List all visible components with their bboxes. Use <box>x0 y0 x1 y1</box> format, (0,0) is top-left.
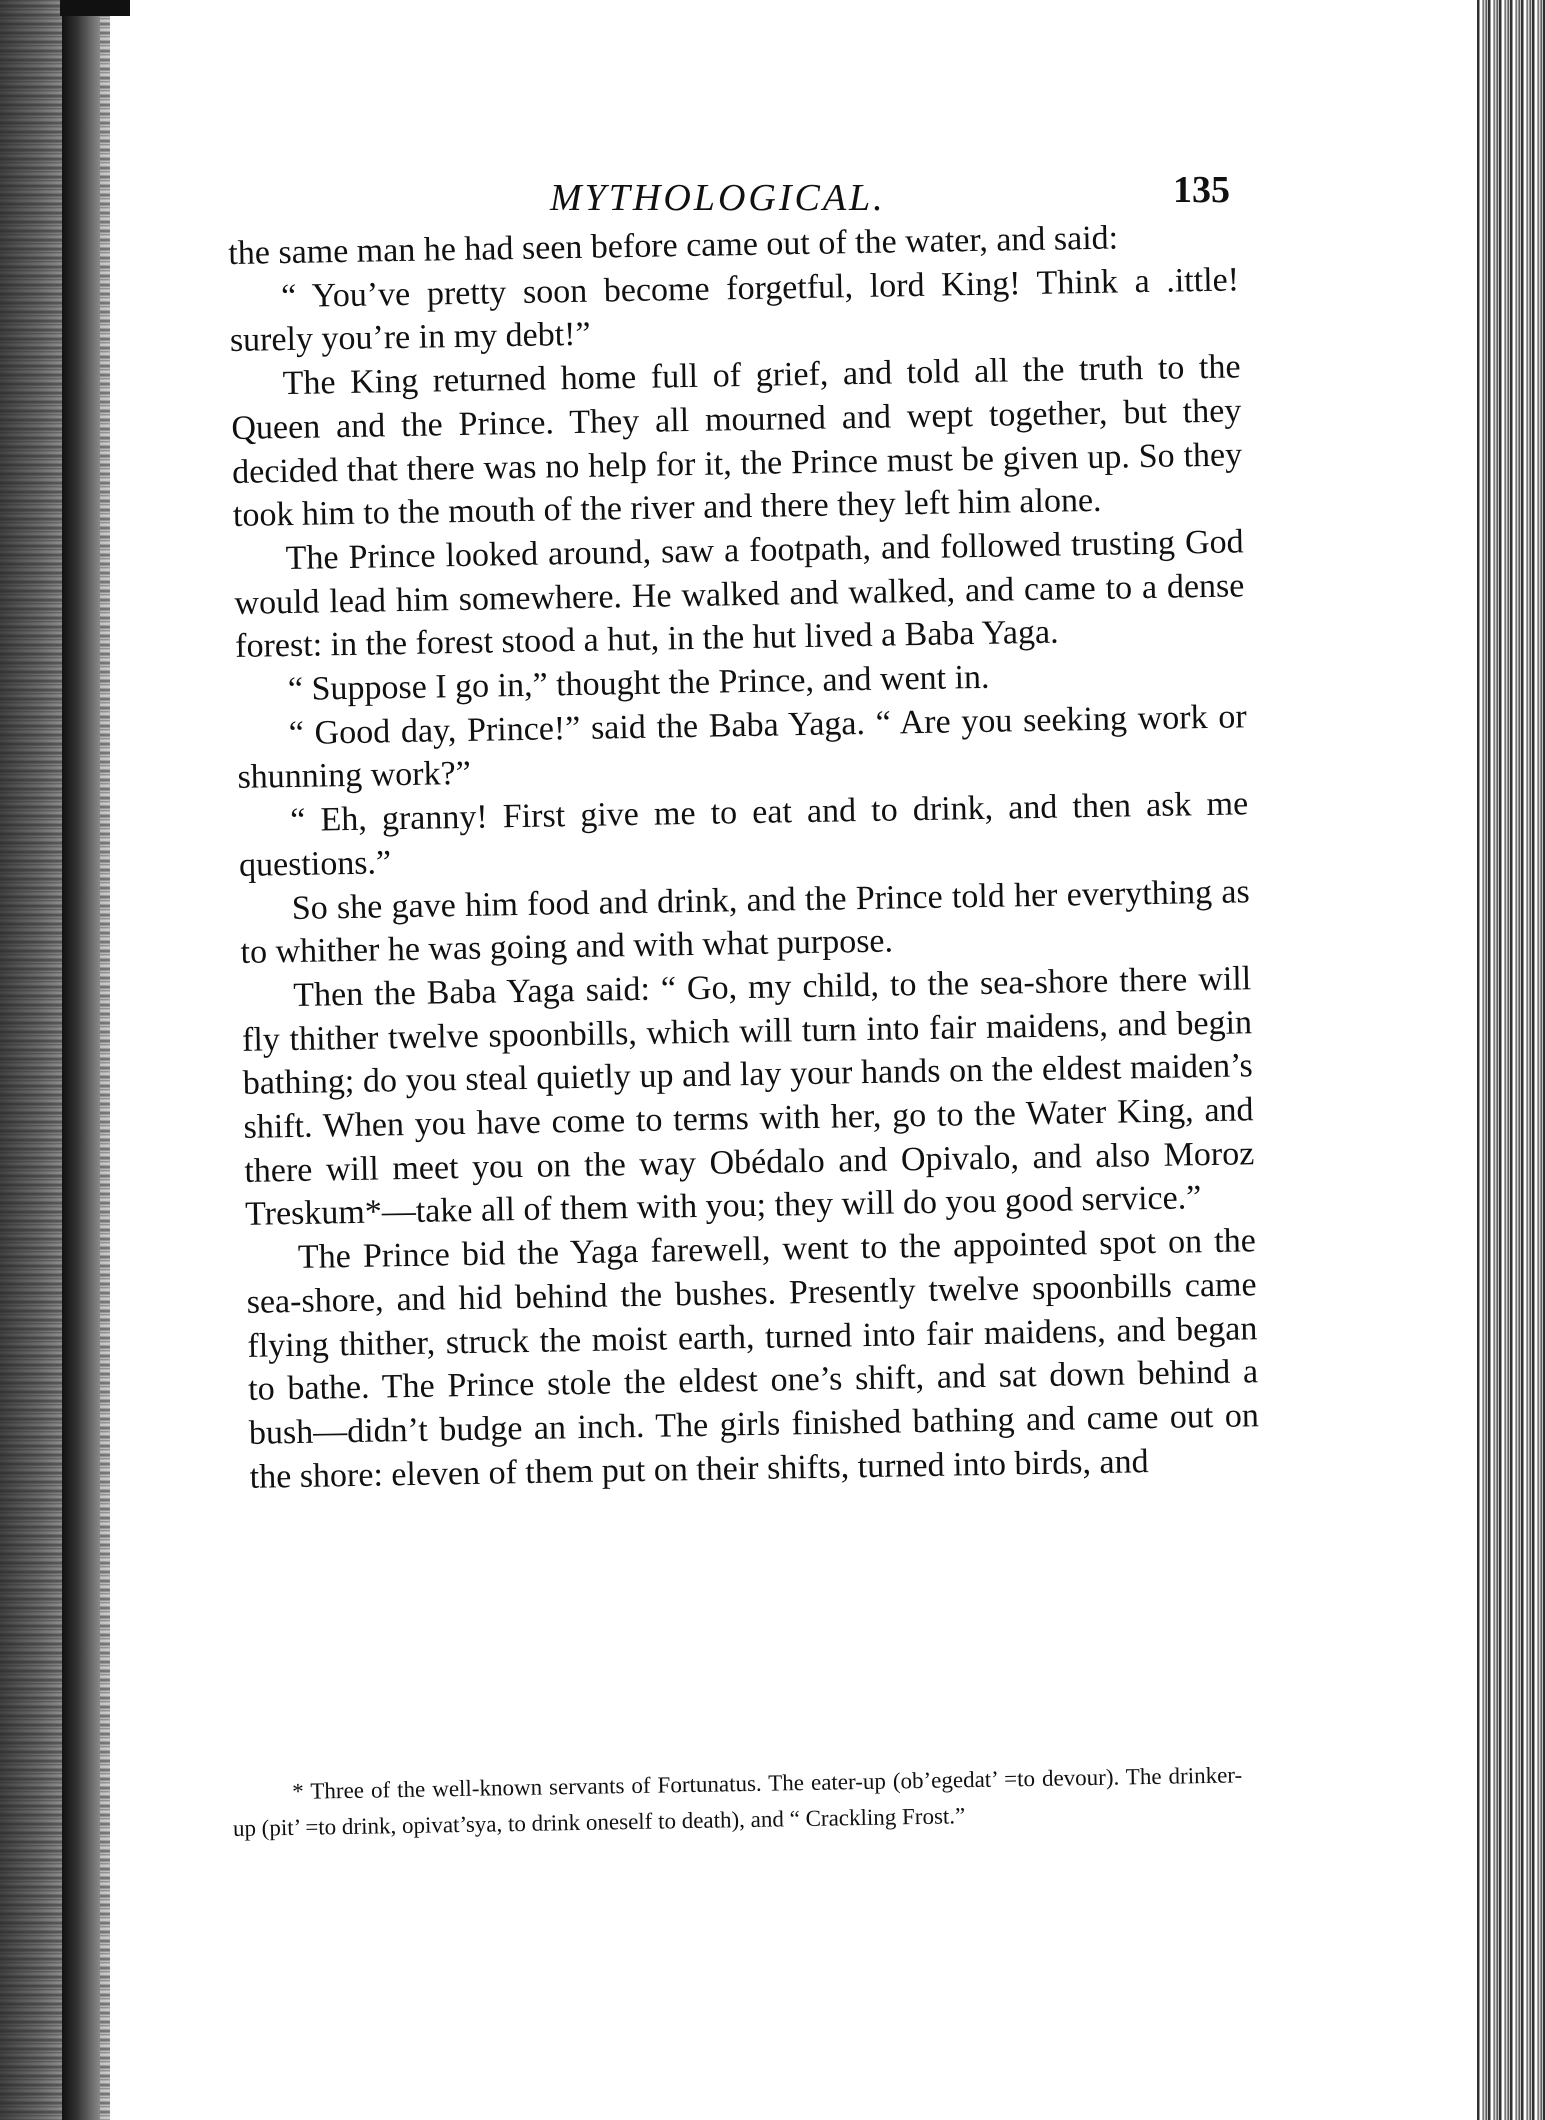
paragraph: “ Suppose I go in,” thought the Prince, and went in. <box>287 658 990 709</box>
page-number: 135 <box>1173 169 1230 211</box>
paragraph: “ You’ve pretty soon become forgetful, lord King! Think a .ittle! surely you’re in my debt!” <box>229 261 1240 360</box>
paragraph: The Prince looked around, saw a footpath, and followed trusting God would lead him somewhere. He walked and walked, and came to a dense forest: in the forest stood a hut, in the hut lived a Baba Yaga. <box>234 523 1245 666</box>
paragraph: the same man he had seen before came out of the water, and said: <box>228 219 1119 272</box>
paragraph: Then the Baba Yaga said: “ Go, my child, to the sea-shore there will fly thither twelve spoonbills, which will turn into fair maidens, and begin bathing; do you steal quietly up and lay your hands on the eldest maiden’s shift. When you have come to terms with her, go to the Water King, and there will meet you on the way Obédalo and Opivalo, and also Moroz Treskum*—take all of them with you; they will do you good service.” <box>241 960 1255 1234</box>
paragraph: The Prince bid the Yaga farewell, went to the appointed spot on the sea-shore, and hid behind the bushes. Presently twelve spoonbills came flying thither, struck the moist earth, turned into fair maidens, and began to bathe. The Prince stole the eldest one’s shift, and sat down behind a bush—didn’t budge an inch. The girls finished bathing and came out on the shore: eleven of them put on their shifts, turned into birds, and <box>246 1222 1260 1496</box>
paragraph: “ Eh, granny! First give me to eat and to drink, and then ask me questions.” <box>238 785 1249 884</box>
paragraph: “ Good day, Prince!” said the Baba Yaga. “ Are you seeking work or shunning work?” <box>237 698 1247 797</box>
footnote-text: * Three of the well-known servants of Fortunatus. The eater-up (ob’egedat’ =to devour). The drinker-up (pit’ =to drink, opivat’sya, to drink oneself to death), and “ Crackling Frost.” <box>232 1762 1243 1841</box>
body-text <box>228 214 1260 1499</box>
scan-page-edges-right <box>1477 0 1545 2120</box>
running-head: MYTHOLOGICAL. <box>550 177 886 219</box>
paragraph: So she gave him food and drink, and the Prince told her everything as to whither he was going and with what purpose. <box>240 872 1250 972</box>
scan-binding-left-shadow <box>62 0 100 2120</box>
scan-binding-left-cap <box>60 0 130 16</box>
footnote <box>232 1757 1243 1847</box>
paragraph: The King returned home full of grief, and told all the truth to the Queen and the Prince. They all mourned and wept together, but they decided that there was no help for it, the Prince must be given up. So they took him to the mouth of the river and there they left him alone. <box>231 348 1243 535</box>
